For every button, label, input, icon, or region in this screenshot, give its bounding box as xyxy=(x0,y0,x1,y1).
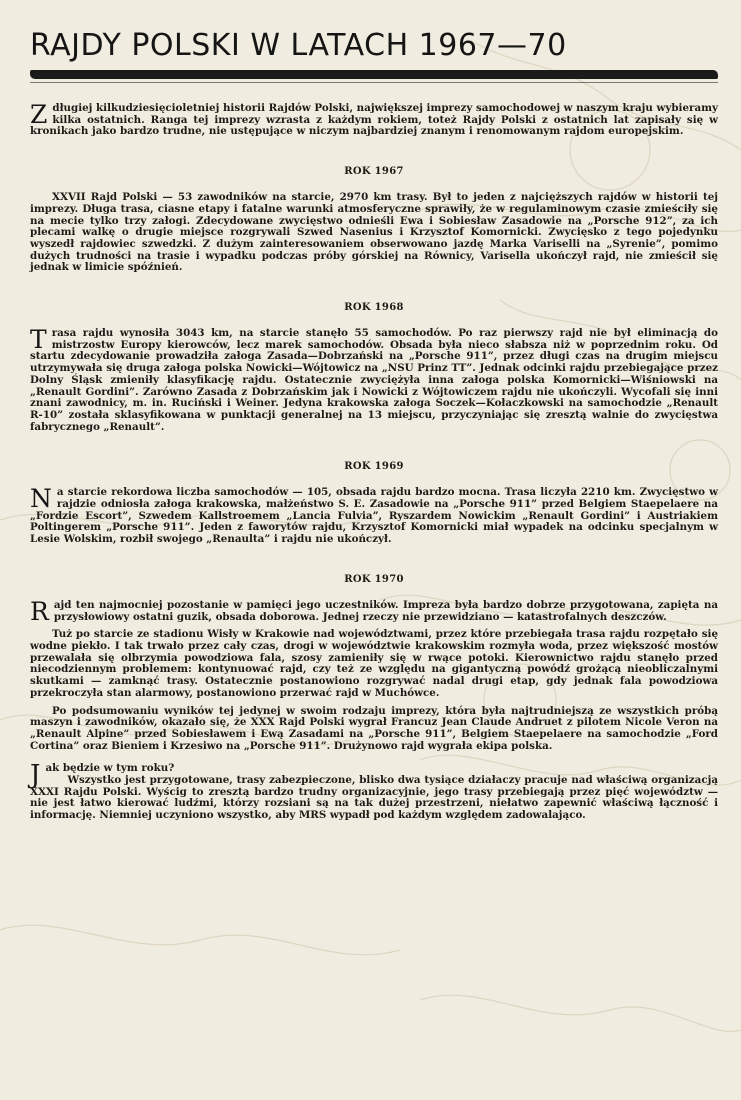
intro-drop-cap: Z xyxy=(30,100,48,129)
section-heading-1967: ROK 1967 xyxy=(344,166,404,178)
section-heading-1969: ROK 1969 xyxy=(344,461,404,473)
section-1968-paragraph xyxy=(30,325,718,433)
section-1968-drop-cap: T xyxy=(30,325,47,355)
section-1970-text-1: ajd ten najmocniej pozostanie w pamięci jego uczestników. Impreza była bardzo dobrze przygotowana, zapięta na przysłowiowy ostatni guzik, obsada doborowa. Jednej rzeczy nie przewidziano — katastrofalnych deszczów. xyxy=(53,598,718,623)
section-1968-text: rasa rajdu wynosiła 3043 km, na starcie stanęło 55 samochodów. Po raz pierwszy rajd nie był eliminacją do mistrzostw Europy kierowców, lecz marek samochodów. Obsada była nieco słabsza niż w poprzednim roku. Od startu zdecydowanie prowadziła załoga Zasada—Dobrzański na „Porsche 911”, przez długi czas na drugim miejscu utrzymywała się druga załoga polska Nowicki—Wójtowicz na „NSU Prinz TT”. Jednak odcinki rajdu przebiegające przez Dolny Śląsk zmieniły klasyfikację rajdu. Ostatecznie zwyciężyła inna załoga polska Komornicki—Wiśniowski na „Renault Gordini”. Zarówno Zasada z Dobrzańskim jak i Nowicki z Wójtowiczem rajdu nie ukończyli. Wycofali się inni znani zawodnicy, m. in. Ruciński i Weiner. Jedyna krakowska załoga Soczek—Kołaczkowski na samochodzie „Renault R-10” została sklasyfikowana w punktacji generalnej na 13 miejscu, przyczyniając się zresztą walnie do zwycięstwa fabrycznego „Renault”. xyxy=(30,327,718,433)
closing-lead: ak będzie w tym roku? xyxy=(45,762,175,775)
section-1967-paragraph: XXVII Rajd Polski — 53 zawodników na starcie, 2970 km trasy. Był to jeden z najcięższych rajdów w historii tej imprezy. Długa trasa, ciasne etapy i fatalne warunki atmosferyczne sprawiły, że w regulaminowym czasie zmieściły się na mecie tylko trzy załogi. Zdecydowane zwycięstwo odnieśli Ewa i Sobiesław Zasadowie na „Porsche 912”, za ich plecami walkę o drugie miejsce rozgrywali Szwed Nasenius i Krzysztof Komornicki. Zwycięsko z tego pojedynku wyszedł rajdowiec szwedzki. Z dużym zainteresowaniem obserwowano jazdę Marka Variselli na „Syrenie”, pomimo dużych trudności na trasie i wypadku podczas próby górskiej na Równicy, Varisella ukończył rajd, nie zmieścił się jednak w limicie spóźnień. xyxy=(30,191,718,274)
intro-text: długiej kilkudziesięcioletniej historii Rajdów Polski, największej imprezy samochodowej w naszym kraju wybieramy kilka ostatnich. Ranga tej imprezy wzrasta z każdym rokiem, toteż Rajdy Polski z ostatnich lat zapisały się w kronikach jako bardzo trudne, nie ustępujące w niczym najbardziej znanym i renomowanym rajdom europejskim. xyxy=(30,102,718,138)
section-1970-paragraph-3: Po podsumowaniu wyników tej jedynej w swoim rodzaju imprezy, która była najtrudniejszą ze wszystkich próbą maszyn i zawodników, okazało się, że XXX Rajd Polski wygrał Francuz Jean Claude Andruet z pilotem Nicole Veron na „Renault Alpine” przed Sobiesławem i Ewą Zasadami na „Porsche 911”, Belgiem Staepelaere na samochodzie „Ford Cortina” oraz Bieniem i Krzesiwo na „Porsche 911”. Drużynowo rajd wygrała ekipa polska. xyxy=(30,704,718,752)
section-1969-text: a starcie rekordowa liczba samochodów — 105, obsada rajdu bardzo mocna. Trasa liczyła 2210 km. Zwycięstwo w rajdzie odniosła załoga krakowska, małżeństwo S. E. Zasadowie na „Porsche 911” przed Belgiem Staepelaere na „Fordzie Escort”, Szwedem Kallstroemem „Lancia Fulvia”, Ryszardem Nowickim „Renault Gordini” i Austriakiem Poltingerem „Porsche 911”. Jeden z faworytów rajdu, Krzysztof Komornicki miał wypadek na odcinku specjalnym w Lesie Wolskim, rozbił swojego „Renaulta” i rajdu nie ukończył. xyxy=(30,486,718,546)
intro-paragraph xyxy=(30,100,718,138)
section-1969-drop-cap: N xyxy=(30,484,52,514)
closing-drop-cap: J xyxy=(30,760,41,791)
section-1970-paragraph-2: Tuż po starcie ze stadionu Wisły w Krakowie nad województwami, przez które przebiegała trasa rajdu rozpętało się wodne piekło. I tak trwało przez cały czas, drogi w województwie krakowskim rozmyła woda, przez większość mostów przewalała się olbrzymia powodziowa fala, szosy zamieniły się w rwące potoki. Kierownictwo rajdu stanęło przed niecodziennym problemem: kontynuować rajd, czy też ze względu na gigantyczną powódź grożącą nieobliczalnymi skutkami — zamknąć trasy. Ostatecznie postanowiono rozgrywać nadal drugi etap, gdy jednak fala powodziowa przekroczyła stan alarmowy, postanowiono przerwać rajd w Muchówce. xyxy=(30,628,718,699)
section-heading-1968: ROK 1968 xyxy=(344,302,404,314)
closing-paragraph: Wszystko jest przygotowane, trasy zabezpieczone, blisko dwa tysiące działaczy pracuje nad właściwą organizacją XXXI Rajdu Polski. Wyścig to zresztą bardzo trudny organizacyjnie, jego trasy przebiegają przez pięć województw — nie jest łatwo kierować ludźmi, którzy rozsiani są na tak dużej przestrzeni, niełatwo zapewnić właściwą łączność i informację. Niemniej uczyniono wszystko, aby MRS wypadł pod każdym względem zadowalająco. xyxy=(30,774,718,822)
section-1969-paragraph xyxy=(30,484,718,546)
section-1970-drop-cap: R xyxy=(30,596,49,626)
section-1970-paragraph-1 xyxy=(30,596,718,626)
title-rule xyxy=(30,70,718,79)
article xyxy=(30,28,718,822)
title-rule-thin xyxy=(30,82,718,83)
article-title: RAJDY POLSKI W LATACH 1967—70 xyxy=(30,28,567,63)
section-heading-1970: ROK 1970 xyxy=(344,573,404,585)
